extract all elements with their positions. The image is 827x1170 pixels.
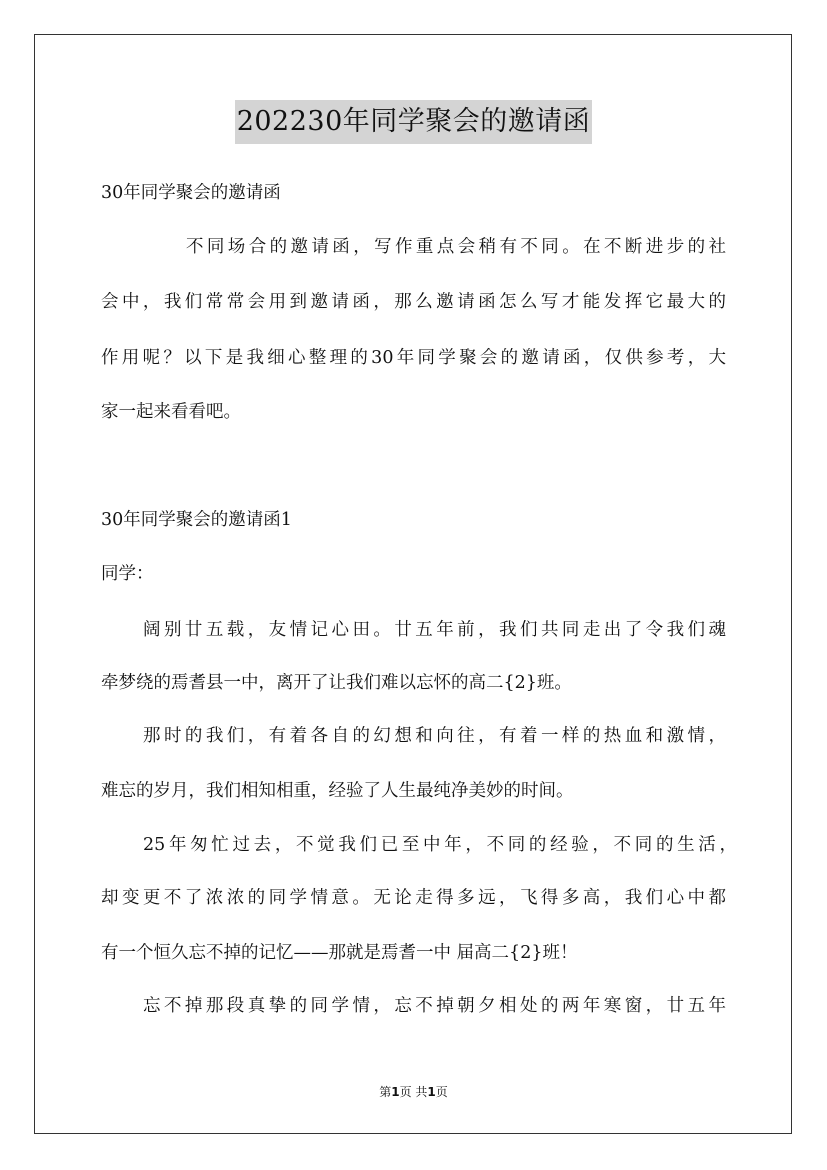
footer-suffix: 页 [435, 1085, 448, 1099]
footer-total-pages: 1 [427, 1085, 436, 1099]
section-heading-letter-1: 30年同学聚会的邀请函1 [101, 510, 292, 530]
paragraph-line: 那时的我们，有着各自的幻想和向往，有着一样的热血和激情， [143, 726, 726, 746]
paragraph-line: 有一个恒久忘不掉的记忆——那就是焉耆一中 届高二{2}班！ [101, 943, 578, 963]
paragraph-line: 却变更不了浓浓的同学情意。无论走得多远，飞得多高，我们心中都 [101, 888, 726, 908]
page-footer [0, 1084, 827, 1100]
salutation: 同学： [101, 564, 154, 584]
paragraph-line: 会中，我们常常会用到邀请函，那么邀请函怎么写才能发挥它最大的 [101, 292, 726, 312]
section-heading-intro: 30年同学聚会的邀请函 [101, 183, 281, 203]
paragraph-line: 25年匆忙过去，不觉我们已至中年，不同的经验，不同的生活， [143, 835, 737, 855]
paragraph-line: 作用呢？以下是我细心整理的30年同学聚会的邀请函，仅供参考，大 [101, 348, 726, 368]
paragraph-line: 阔别廿五载，友情记心田。廿五年前，我们共同走出了令我们魂 [143, 620, 726, 640]
title-container [0, 100, 827, 144]
document-title: 202230年同学聚会的邀请函 [235, 100, 593, 144]
paragraph-line: 不同场合的邀请函，写作重点会稍有不同。在不断进步的社 [186, 237, 726, 257]
footer-prefix: 第 [379, 1085, 392, 1099]
footer-page-number: 1 [391, 1085, 400, 1099]
paragraph-line: 忘不掉那段真挚的同学情，忘不掉朝夕相处的两年寒窗，廿五年 [143, 996, 726, 1016]
footer-mid: 页 共 [399, 1085, 428, 1099]
paragraph-line: 家一起来看看吧。 [101, 402, 241, 422]
paragraph-line: 牵梦绕的焉耆县一中，离开了让我们难以忘怀的高二{2}班。 [101, 673, 572, 693]
paragraph-line: 难忘的岁月，我们相知相重，经验了人生最纯净美妙的时间。 [101, 781, 574, 801]
